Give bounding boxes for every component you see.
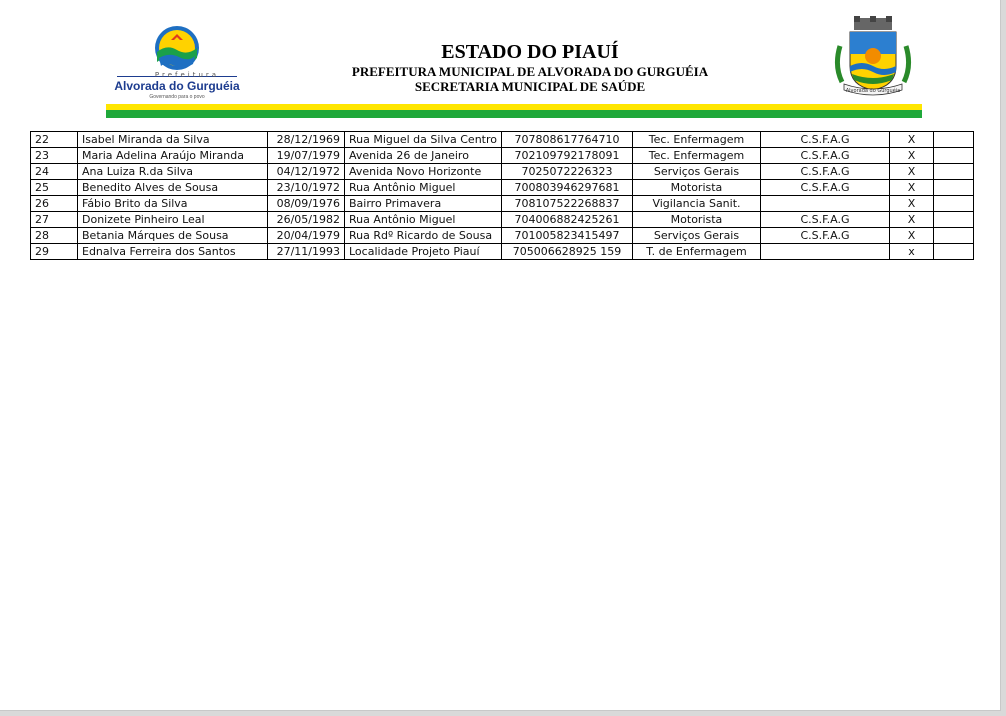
birth-date-cell: 26/05/1982 [268,212,345,228]
staff-table [30,131,974,260]
employee-name-cell: Maria Adelina Araújo Miranda [78,148,268,164]
empty-cell-cell [934,164,974,180]
page-subtitle-prefeitura: PREFEITURA MUNICIPAL DE ALVORADA DO GURGUÉIA [351,64,709,79]
address-cell: Bairro Primavera [345,196,502,212]
empty-cell-cell [934,180,974,196]
row-number-cell: 26 [31,196,78,212]
municipal-crest [832,16,914,102]
table-row [31,212,974,228]
job-role-cell: T. de Enfermagem [633,244,761,260]
check-mark-cell: X [890,148,934,164]
table-row [31,148,974,164]
check-mark-cell: X [890,132,934,148]
health-unit-cell: C.S.F.A.G [761,180,890,196]
table-row [31,196,974,212]
table-row [31,244,974,260]
check-mark-cell: X [890,212,934,228]
health-unit-cell: C.S.F.A.G [761,132,890,148]
employee-name-cell: Ednalva Ferreira dos Santos [78,244,268,260]
prefeitura-logo [112,24,242,104]
empty-cell-cell [934,212,974,228]
row-number-cell: 23 [31,148,78,164]
empty-cell-cell [934,196,974,212]
check-mark-cell: X [890,180,934,196]
logo-slogan: Governando para o povo [149,94,205,100]
sun-wave-icon [149,24,205,72]
staff-table-body [31,132,974,260]
health-card-number-cell: 701005823415497 [502,228,633,244]
birth-date-cell: 04/12/1972 [268,164,345,180]
row-number-cell: 27 [31,212,78,228]
job-role-cell: Motorista [633,180,761,196]
job-role-cell: Tec. Enfermagem [633,132,761,148]
empty-cell-cell [934,244,974,260]
health-unit-cell: C.S.F.A.G [761,164,890,180]
stripe-green [106,110,922,118]
employee-name-cell: Donizete Pinheiro Leal [78,212,268,228]
table-row [31,132,974,148]
health-unit-cell: C.S.F.A.G [761,228,890,244]
job-role-cell: Motorista [633,212,761,228]
birth-date-cell: 08/09/1976 [268,196,345,212]
address-cell: Rua Antônio Miguel [345,180,502,196]
employee-name-cell: Betania Márques de Sousa [78,228,268,244]
row-number-cell: 28 [31,228,78,244]
health-unit-cell: C.S.F.A.G [761,212,890,228]
employee-name-cell: Isabel Miranda da Silva [78,132,268,148]
row-number-cell: 25 [31,180,78,196]
address-cell: Rua Antônio Miguel [345,212,502,228]
empty-cell-cell [934,148,974,164]
table-row [31,164,974,180]
empty-cell-cell [934,228,974,244]
job-role-cell: Vigilancia Sanit. [633,196,761,212]
address-cell: Rua Miguel da Silva Centro [345,132,502,148]
employee-name-cell: Fábio Brito da Silva [78,196,268,212]
address-cell: Localidade Projeto Piauí [345,244,502,260]
address-cell: Rua Rdº Ricardo de Sousa [345,228,502,244]
employee-name-cell: Benedito Alves de Sousa [78,180,268,196]
birth-date-cell: 27/11/1993 [268,244,345,260]
page-subtitle-secretaria: SECRETARIA MUNICIPAL DE SAÚDE [414,79,646,94]
row-number-cell: 22 [31,132,78,148]
birth-date-cell: 20/04/1979 [268,228,345,244]
document-header [0,0,1000,125]
health-unit-cell [761,196,890,212]
empty-cell-cell [934,132,974,148]
check-mark-cell: x [890,244,934,260]
header-titles [300,40,760,94]
health-unit-cell [761,244,890,260]
row-number-cell: 24 [31,164,78,180]
job-role-cell: Serviços Gerais [633,228,761,244]
job-role-cell: Serviços Gerais [633,164,761,180]
crest-motto: Alvorada do Gurguéia [845,88,901,94]
job-role-cell: Tec. Enfermagem [633,148,761,164]
address-cell: Avenida Novo Horizonte [345,164,502,180]
address-cell: Avenida 26 de Janeiro [345,148,502,164]
birth-date-cell: 23/10/1972 [268,180,345,196]
check-mark-cell: X [890,196,934,212]
flag-stripes [106,104,922,118]
row-number-cell: 29 [31,244,78,260]
page-title: ESTADO DO PIAUÍ [441,41,619,63]
health-card-number-cell: 708107522268837 [502,196,633,212]
table-row [31,180,974,196]
table-row [31,228,974,244]
logo-city-name: Alvorada do Gurguéia [114,79,240,93]
health-card-number-cell: 707808617764710 [502,132,633,148]
birth-date-cell: 28/12/1969 [268,132,345,148]
health-card-number-cell: 702109792178091 [502,148,633,164]
check-mark-cell: X [890,228,934,244]
health-card-number-cell: 704006882425261 [502,212,633,228]
employee-name-cell: Ana Luiza R.da Silva [78,164,268,180]
health-card-number-cell: 7025072226323 [502,164,633,180]
health-card-number-cell: 700803946297681 [502,180,633,196]
health-card-number-cell: 705006628925 159 [502,244,633,260]
check-mark-cell: X [890,164,934,180]
birth-date-cell: 19/07/1979 [268,148,345,164]
health-unit-cell: C.S.F.A.G [761,148,890,164]
logo-prefeitura-text: Prefeitura [154,71,220,79]
